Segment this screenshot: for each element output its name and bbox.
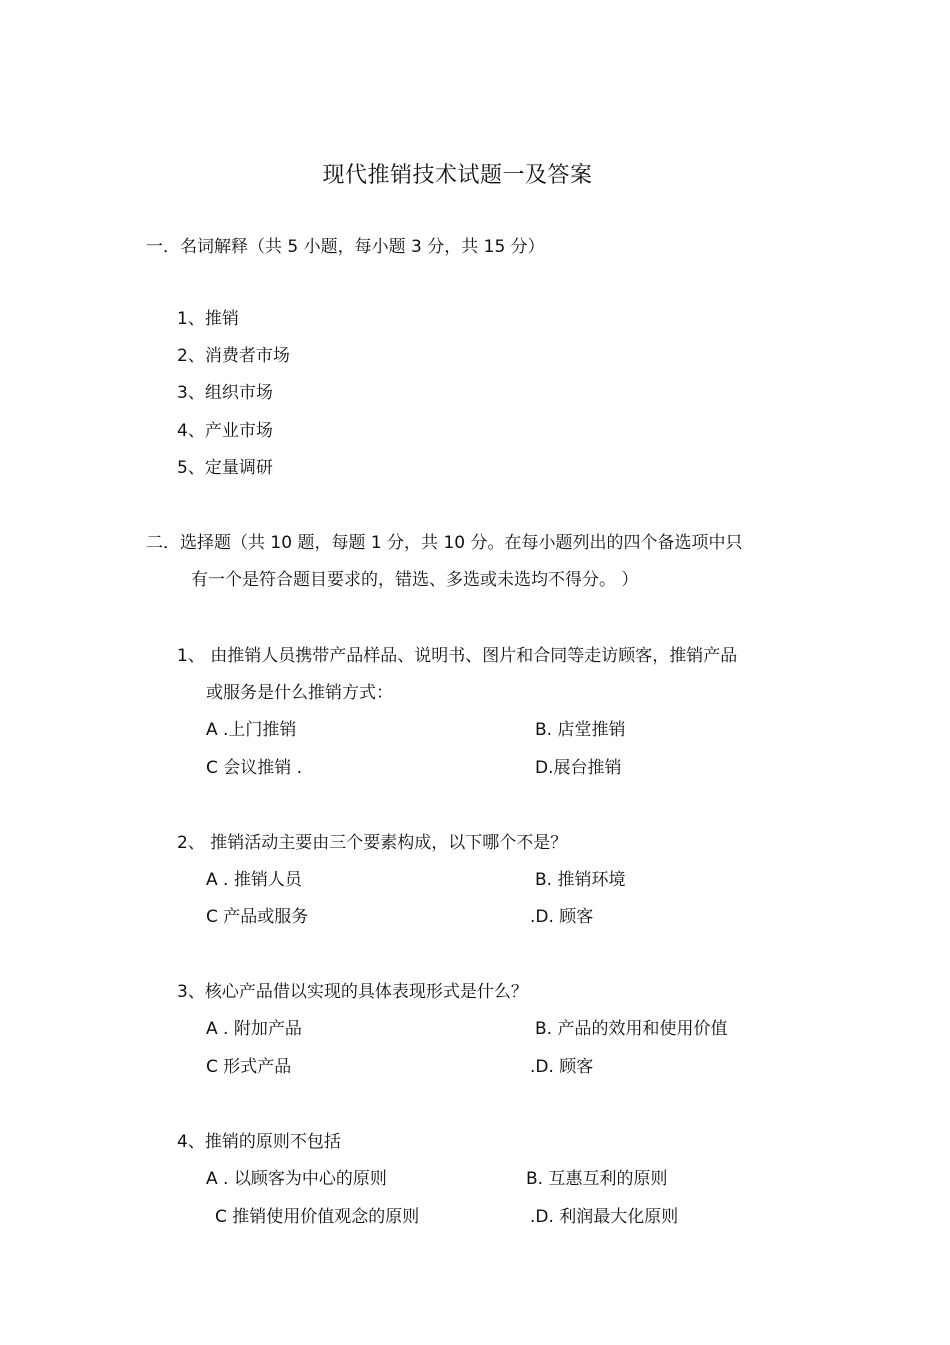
- option-d: .D. 顾客: [530, 1057, 594, 1077]
- option-a: A .上门推销: [206, 720, 297, 740]
- question-stem: 1、 由推销人员携带产品样品、说明书、图片和合同等走访顾客，推销产品: [177, 646, 738, 666]
- term-item: 3、组织市场: [177, 383, 273, 403]
- option-c: C 形式产品: [206, 1057, 292, 1077]
- question-stem-cont: 或服务是什么推销方式：: [206, 683, 393, 703]
- option-b: B. 店堂推销: [535, 720, 626, 740]
- term-item: 4、产业市场: [177, 421, 273, 441]
- option-c: C 会议推销 .: [206, 758, 303, 778]
- section2-heading: 二．选择题（共 10 题，每题 1 分，共 10 分。在每小题列出的四个备选项中只: [146, 533, 743, 553]
- term-item: 1、推销: [177, 309, 239, 329]
- question-stem: 4、推销的原则不包括: [177, 1132, 341, 1152]
- option-d: .D. 顾客: [530, 907, 594, 927]
- term-item: 5、定量调研: [177, 458, 273, 478]
- option-a: A . 以顾客为中心的原则: [206, 1169, 387, 1189]
- option-d: D.展台推销: [535, 758, 622, 778]
- section1-heading: 一．名词解释（共 5 小题，每小题 3 分，共 15 分）: [146, 237, 545, 257]
- question-stem: 2、 推销活动主要由三个要素构成，以下哪个不是？: [177, 833, 568, 853]
- option-c: C 推销使用价值观念的原则: [215, 1207, 420, 1227]
- option-b: B. 互惠互利的原则: [526, 1169, 668, 1189]
- option-b: B. 产品的效用和使用价值: [535, 1019, 728, 1039]
- option-a: A . 推销人员: [206, 870, 302, 890]
- option-c: C 产品或服务: [206, 907, 309, 927]
- option-a: A . 附加产品: [206, 1019, 302, 1039]
- option-b: B. 推销环境: [535, 870, 626, 890]
- section2-heading-cont: 有一个是符合题目要求的，错选、多选或未选均不得分。 ）: [191, 570, 639, 590]
- question-stem: 3、核心产品借以实现的具体表现形式是什么？: [177, 982, 528, 1002]
- option-d: .D. 利润最大化原则: [530, 1207, 679, 1227]
- document-title: 现代推销技术试题一及答案: [322, 163, 593, 188]
- term-item: 2、消费者市场: [177, 346, 290, 366]
